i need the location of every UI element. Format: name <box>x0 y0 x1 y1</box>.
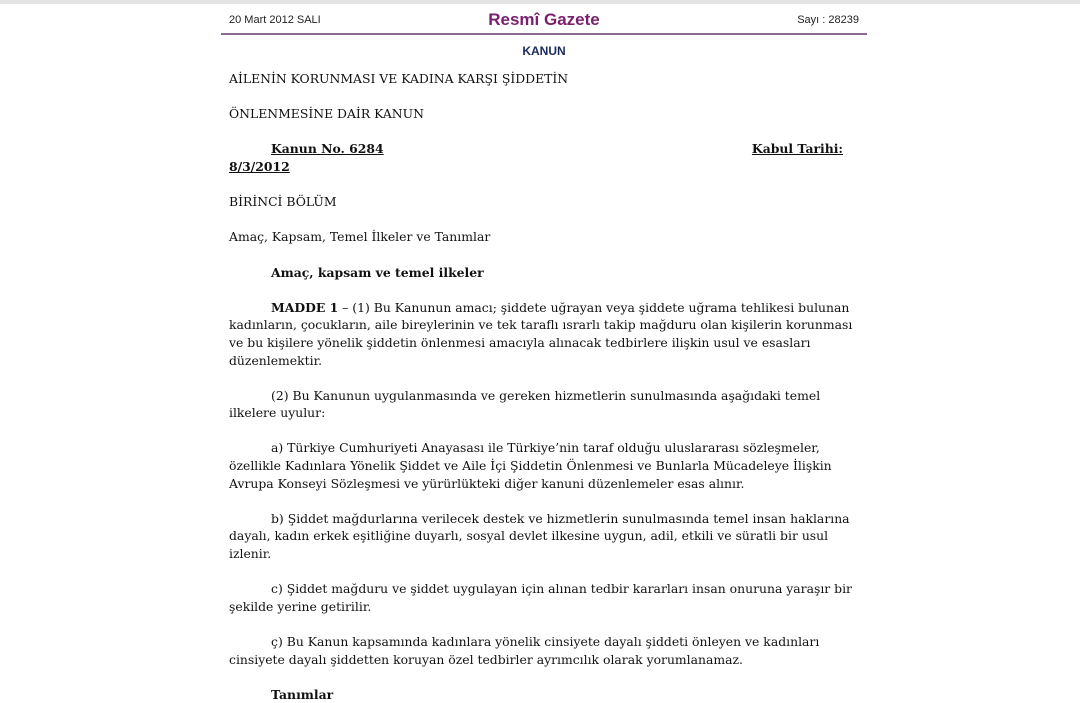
principle-cc: ç) Bu Kanun kapsamında kadınlara yönelik cinsiyete dayalı şiddeti önleyen ve kadınları cinsiyete dayalı şiddetten koruyan özel tedbirler ayrımcılık olarak yorumlanamaz. <box>229 634 820 667</box>
law-title-line2: ÖNLENMESİNE DAİR KANUN <box>229 106 424 122</box>
article-1-paragraph-1 <box>229 299 859 369</box>
gazette-header <box>221 4 867 35</box>
issue-number: Sayı : 28239 <box>797 14 859 26</box>
article-text: – (1) Bu Kanunun amacı; şiddete uğrayan veya şiddete uğrama tehlikesi bulunan kadınların, çocukların, aile bireylerinin ve tek taraflı ısrarlı takip mağduru olan kişilerin korunması ve bu kişilere yönelik şiddetin önlenmesi amacıyla alınacak tedbirlere ilişkin usul ve esasları düzenlemektir. <box>229 299 853 368</box>
gazette-page <box>221 4 867 703</box>
law-document <box>221 60 867 703</box>
principle-a: a) Türkiye Cumhuriyeti Anayasası ile Türkiye’nin taraf olduğu uluslararası sözleşmeler, özellikle Kadınlara Yönelik Şiddet ve Aile İçi Şiddetin Önlenmesi ve Bunlarla Mücadeleye İlişkin Avrupa Konseyi Sözleşmesi ve yürürlükteki diğer kanuni düzenlemeler esas alınır. <box>229 440 832 491</box>
law-title-line1: AİLENİN KORUNMASI VE KADINA KARŞI ŞİDDETİN <box>229 71 569 86</box>
article-heading: Amaç, kapsam ve temel ilkeler <box>271 264 484 280</box>
definitions-heading: Tanımlar <box>271 686 334 702</box>
article-label: MADDE 1 <box>271 299 339 315</box>
gazette-title: Resmî Gazete <box>488 10 600 29</box>
accept-label: Kabul Tarihi: <box>751 141 843 157</box>
article-1-paragraph-2: (2) Bu Kanunun uygulanmasında ve gereken hizmetlerin sunulmasında aşağıdaki temel ilkelere uyulur: <box>229 387 821 421</box>
chapter: BİRİNCİ BÖLÜM <box>229 194 337 210</box>
law-number: Kanun No. 6284 <box>271 141 384 157</box>
principle-b: b) Şiddet mağdurlarına verilecek destek ve hizmetlerin sunulmasında temel insan haklarına dayalı, kadın erkek eşitliğine duyarlı, sosyal devlet ilkesine uygun, adil, etkili ve süratli bir usul izlenir. <box>229 510 850 562</box>
accept-date: 8/3/2012 <box>229 158 290 174</box>
issue-date: 20 Mart 2012 SALI <box>229 14 321 26</box>
law-meta-line <box>229 140 859 158</box>
section-type: KANUN <box>522 44 566 58</box>
principle-c: c) Şiddet mağduru ve şiddet uygulayan için alınan tedbir kararları insan onuruna yaraşır bir şekilde yerine getirilir. <box>229 581 852 614</box>
chapter-title: Amaç, Kapsam, Temel İlkeler ve Tanımlar <box>229 229 491 245</box>
